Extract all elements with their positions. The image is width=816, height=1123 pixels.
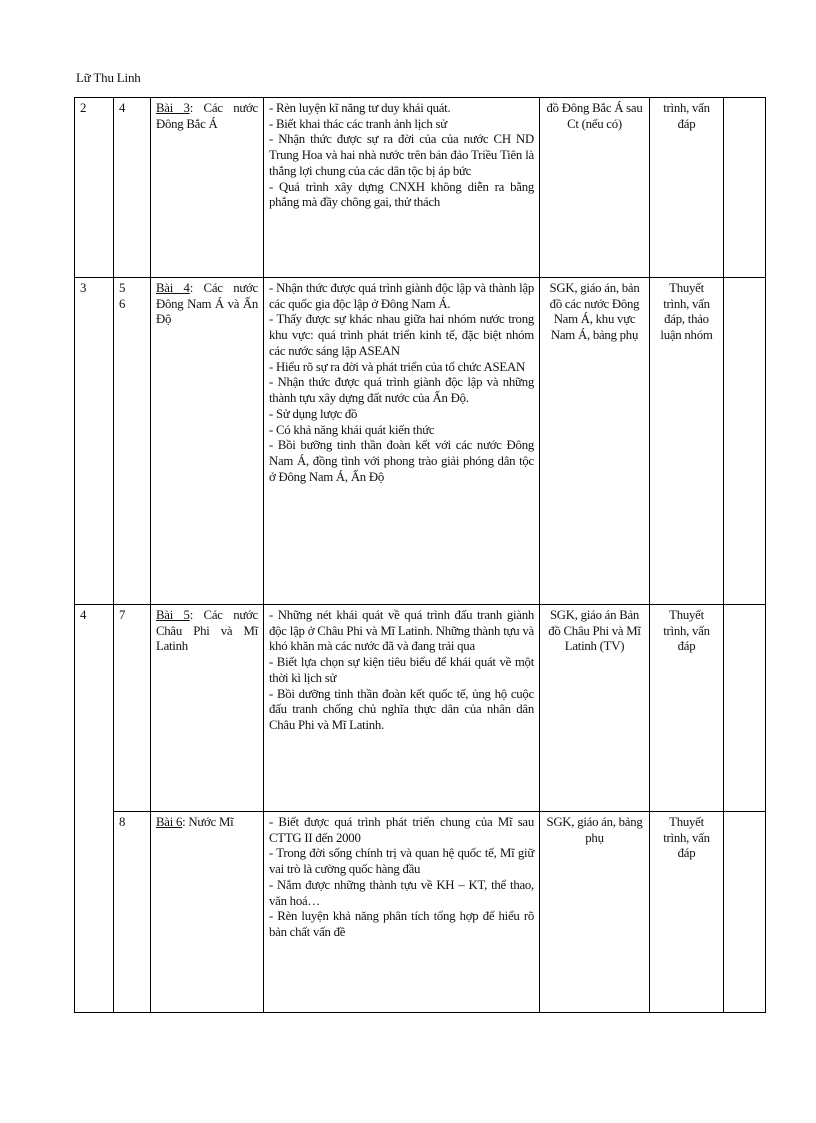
- week-cell: 3: [75, 278, 114, 605]
- author-name: Lữ Thu Linh: [76, 70, 141, 85]
- period-cell: [114, 605, 151, 812]
- methods-cell: Thuyết trình, vấn đáp, thảo luận nhóm: [650, 278, 724, 605]
- table-row: [75, 278, 766, 605]
- lesson-title: : Các nước Châu Phi và Mĩ Latinh: [156, 608, 258, 654]
- objective-item: - Nhận thức được quá trình giành độc lập và thành lập các quốc gia độc lập ở Đông Nam Á.: [269, 281, 534, 311]
- week-cell: 4: [75, 605, 114, 1013]
- objective-item: - Nhận thức được sự ra đời của của nước CH ND Trung Hoa và hai nhà nước trên bán đảo Triều Tiên là thắng lợi chung của các dân tộc bị áp bức: [269, 132, 534, 178]
- objective-item: - Hiểu rõ sự ra đời và phát triển của tổ chức ASEAN: [269, 359, 525, 374]
- lesson-cell: [151, 812, 264, 1013]
- period-number: 5: [119, 281, 126, 295]
- table-row: [75, 605, 766, 812]
- methods-cell: Thuyết trình, vấn đáp: [650, 812, 724, 1013]
- objective-item: - Có khả năng khái quát kiến thức: [269, 422, 435, 437]
- materials-cell: đồ Đông Bắc Á sau Ct (nếu có): [540, 98, 650, 278]
- lesson-cell: [151, 605, 264, 812]
- notes-cell: [724, 812, 766, 1013]
- objectives-cell: [264, 278, 540, 605]
- objectives-cell: [264, 812, 540, 1013]
- period-number: 6: [119, 296, 126, 311]
- objective-item: - Biết được quá trình phát triển chung của Mĩ sau CTTG II đến 2000: [269, 815, 534, 845]
- objective-item: - Rèn luyện kĩ năng tư duy khái quát.: [269, 101, 451, 115]
- objective-item: - Quá trình xây dựng CNXH không diễn ra bằng phẳng mà đầy chông gai, thử thách: [269, 179, 534, 210]
- lesson-cell: [151, 278, 264, 605]
- objective-item: - Bồi dưỡng tinh thần đoàn kết quốc tế, ủng hộ cuộc đấu tranh chống chủ nghĩa thực dân của nhân dân Châu Phi và Mĩ Latinh.: [269, 686, 534, 733]
- lesson-cell: [151, 98, 264, 278]
- materials-cell: SGK, giáo án, bảng phụ: [540, 812, 650, 1013]
- lesson-title: : Các nước Đông Nam Á và Ấn Độ: [156, 281, 258, 327]
- period-cell: [114, 812, 151, 1013]
- lesson-number: Bài 3: [156, 101, 190, 115]
- objective-item: - Những nét khái quát về quá trình đấu tranh giành độc lập ở Châu Phi và Mĩ Latinh. Những thành tựu và khó khăn mà các nước đã và đang trải qua: [269, 608, 534, 654]
- lesson-number: Bài 4: [156, 281, 190, 295]
- lesson-number: Bài 5: [156, 608, 190, 622]
- objective-item: - Nắm được những thành tựu về KH – KT, thể thao, văn hoá…: [269, 877, 534, 908]
- period-number: 7: [119, 608, 126, 622]
- notes-cell: [724, 98, 766, 278]
- objective-item: - Bồi bưỡng tinh thần đoàn kết với các nước Đông Nam Á, đồng tình với phong trào giải phóng dân tộc ở Đông Nam Á, Ấn Độ: [269, 438, 534, 484]
- objectives-cell: [264, 98, 540, 278]
- objective-item: - Trong đời sống chính trị và quan hệ quốc tế, Mĩ giữ vai trò là cường quốc hàng đầu: [269, 846, 534, 877]
- period-cell: [114, 278, 151, 605]
- objective-item: - Rèn luyện khả năng phân tích tổng hợp để hiểu rõ bản chất vấn đề: [269, 909, 534, 940]
- objective-item: - Nhận thức được quá trình giành độc lập và những thành tựu xây dựng đất nước của Ấn Độ.: [269, 375, 534, 406]
- lesson-plan-table: [74, 97, 766, 1013]
- lesson-number: Bài 6: [156, 815, 183, 829]
- objective-item: - Thấy được sự khác nhau giữa hai nhóm nước trong khu vực: quá trình phát triển kinh tế, đặc biệt nhóm các nước sáng lập ASEAN: [269, 312, 534, 358]
- table-row: [75, 98, 766, 278]
- objective-item: - Biết lựa chọn sự kiện tiêu biểu để khái quát về một thời kì lịch sử: [269, 655, 534, 685]
- lesson-title: : Các nước Đông Bắc Á: [156, 101, 258, 131]
- period-number: 8: [119, 815, 126, 829]
- period-number: 4: [119, 101, 126, 115]
- week-cell: 2: [75, 98, 114, 278]
- notes-cell: [724, 605, 766, 812]
- objective-item: - Sử dụng lược đồ: [269, 406, 358, 421]
- objective-item: - Biết khai thác các tranh ảnh lịch sử: [269, 116, 447, 131]
- lesson-title: : Nước Mĩ: [182, 815, 234, 829]
- objectives-cell: [264, 605, 540, 812]
- materials-cell: SGK, giáo án, bản đồ các nước Đông Nam Á, khu vực Nam Á, bảng phụ: [540, 278, 650, 605]
- period-cell: [114, 98, 151, 278]
- methods-cell: Thuyết trình, vấn đáp: [650, 605, 724, 812]
- methods-cell: trình, vấn đáp: [650, 98, 724, 278]
- notes-cell: [724, 278, 766, 605]
- materials-cell: SGK, giáo án Bản đồ Châu Phi và Mĩ Latinh (TV): [540, 605, 650, 812]
- table-row: [75, 812, 766, 1013]
